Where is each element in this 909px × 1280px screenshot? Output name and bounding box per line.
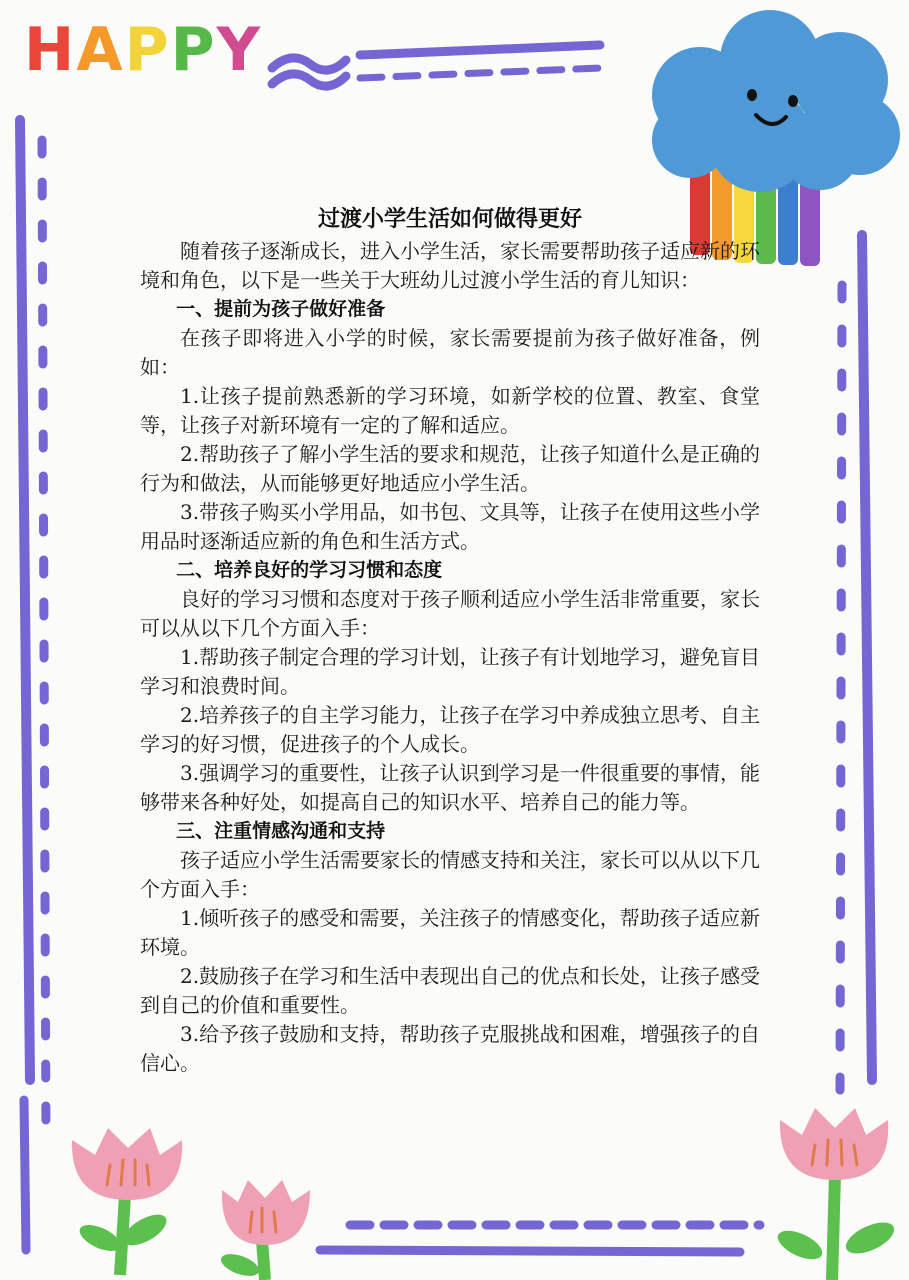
happy-letter: H [24, 15, 77, 85]
intro-paragraph: 随着孩子逐渐成长，进入小学生活，家长需要帮助孩子适应新的环境和角色，以下是一些关于大班幼儿过渡小学生活的育儿知识： [140, 239, 760, 292]
tulip-icon [72, 1128, 182, 1275]
list-item: 2.培养孩子的自主学习能力，让孩子在学习中养成独立思考、自主学习的好习惯，促进孩子的个人成长。 [140, 703, 760, 756]
list-item: 1.帮助孩子制定合理的学习计划，让孩子有计划地学习，避免盲目学习和浪费时间。 [140, 645, 760, 698]
tulip-icon [218, 1180, 310, 1280]
list-item: 2.鼓励孩子在学习和生活中表现出自己的优点和长处，让孩子感受到自己的价值和重要性。 [140, 964, 760, 1017]
happy-heading [24, 15, 263, 85]
list-item: 3.给予孩子鼓励和支持，帮助孩子克服挑战和困难，增强孩子的自信心。 [140, 1022, 760, 1075]
section-lead: 良好的学习习惯和态度对于孩子顺利适应小学生活非常重要，家长可以从以下几个方面入手： [140, 587, 760, 640]
section-heading: 一、提前为孩子做好准备 [176, 298, 386, 320]
happy-letter: Y [216, 15, 263, 85]
section-heading: 二、培养良好的学习习惯和态度 [176, 559, 443, 581]
cloud-icon [652, 10, 900, 192]
section-lead: 在孩子即将进入小学的时候，家长需要提前为孩子做好准备，例如： [140, 326, 760, 379]
list-item: 1.倾听孩子的感受和需要，关注孩子的情感变化，帮助孩子适应新环境。 [140, 906, 760, 959]
list-item: 3.强调学习的重要性，让孩子认识到学习是一件很重要的事情，能够带来各种好处，如提高自己的知识水平、培养自己的能力等。 [140, 761, 760, 814]
section-lead: 孩子适应小学生活需要家长的情感支持和关注，家长可以从以下几个方面入手： [140, 848, 760, 901]
happy-letter: A [76, 15, 125, 85]
article-title: 过渡小学生活如何做得更好 [317, 207, 582, 232]
tulip-icon [774, 1108, 899, 1280]
list-item: 1.让孩子提前熟悉新的学习环境，如新学校的位置、教室、食堂等，让孩子对新环境有一定的了解和适应。 [140, 384, 760, 437]
list-item: 3.带孩子购买小学用品，如书包、文具等，让孩子在使用这些小学用品时逐渐适应新的角色和生活方式。 [140, 500, 760, 553]
happy-letter: P [124, 15, 171, 85]
section-heading: 三、注重情感沟通和支持 [176, 820, 386, 842]
happy-letter: P [170, 15, 217, 85]
article [140, 205, 760, 1078]
list-item: 2.帮助孩子了解小学生活的要求和规范，让孩子知道什么是正确的行为和做法，从而能够更好地适应小学生活。 [140, 442, 760, 495]
